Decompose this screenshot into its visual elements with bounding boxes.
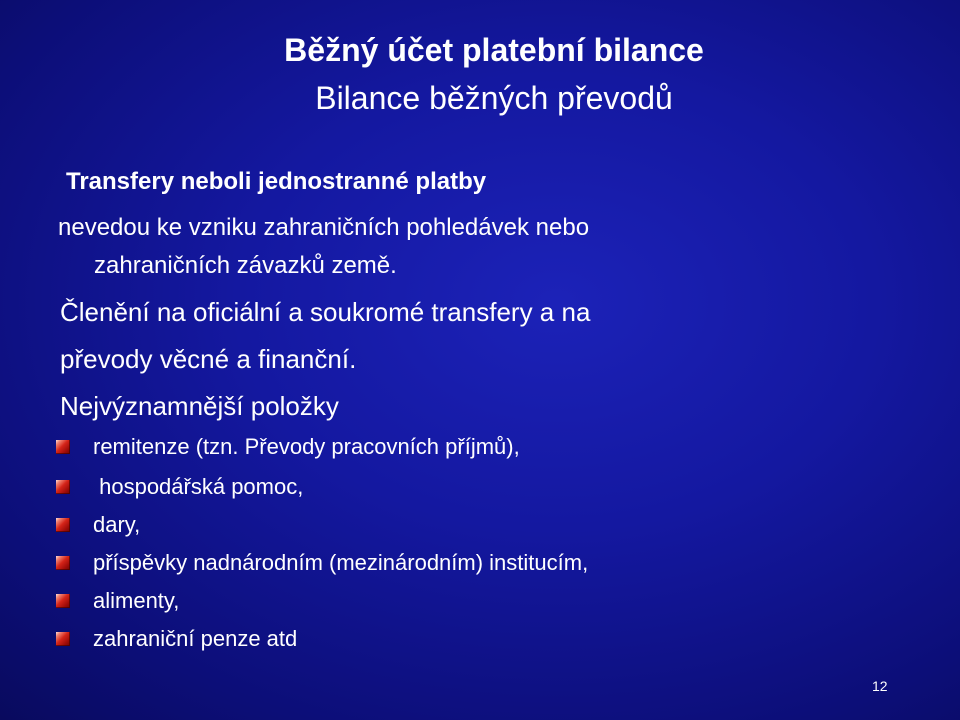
bullet-icon — [56, 518, 70, 532]
division-line: Členění na oficiální a soukromé transfery a na — [60, 297, 591, 327]
list-item-text: hospodářská pomoc, — [93, 474, 304, 499]
items-heading: Nejvýznamnější položky — [60, 391, 339, 421]
page-number: 12 — [872, 678, 888, 694]
list-item — [56, 512, 140, 538]
list-item-text: dary, — [93, 512, 141, 537]
list-item-text: příspěvky nadnárodním (mezinárodním) institucím, — [93, 550, 589, 575]
list-item — [56, 474, 303, 500]
list-item — [56, 626, 297, 652]
list-item-text: remitenze (tzn. Převody pracovních příjmů), — [93, 434, 520, 459]
paragraph-line: nevedou ke vzniku zahraničních pohledávek nebo — [58, 214, 590, 241]
list-item — [56, 550, 588, 576]
list-item-text: zahraniční penze atd — [93, 626, 298, 651]
list-item — [56, 588, 179, 614]
paragraph-line: zahraničních závazků země. — [94, 252, 397, 279]
bullet-icon — [56, 594, 70, 608]
bullet-icon — [56, 440, 70, 454]
section-heading: Transfery neboli jednostranné platby — [66, 168, 487, 195]
list-item — [56, 434, 520, 460]
division-line: převody věcné a finanční. — [60, 344, 357, 374]
slide-subtitle: Bilance běžných převodů — [315, 80, 673, 116]
bullet-icon — [56, 556, 70, 570]
bullet-icon — [56, 632, 70, 646]
slide-title: Běžný účet platební bilance — [284, 32, 704, 68]
bullet-icon — [56, 480, 70, 494]
list-item-text: alimenty, — [93, 588, 180, 613]
